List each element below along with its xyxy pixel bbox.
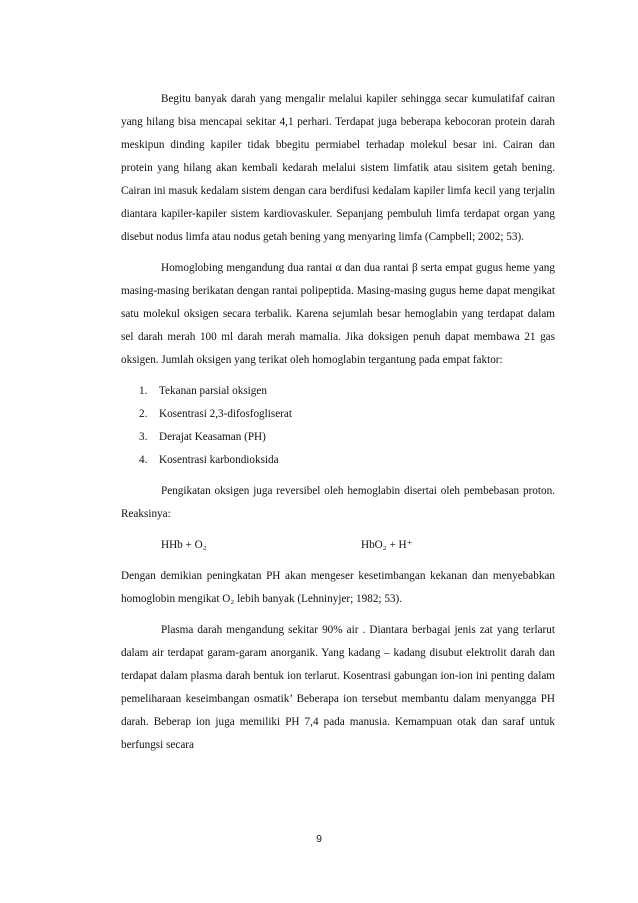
paragraph-equilibrium: Dengan demikian peningkatan PH akan mengeser kesetimbangan kekanan dan menyebabkan homoglobin mengikat O₂ lebih banyak (Lehninyjer; 1982; 53). xyxy=(121,570,555,605)
list-text: Kosentrasi 2,3-difosfogliserat xyxy=(159,408,292,420)
list-text: Tekanan parsial oksigen xyxy=(159,385,267,397)
factor-list xyxy=(121,380,555,472)
paragraph-hemoglobin: Homoglobing mengandung dua rantai α dan dua rantai β serta empat gugus heme yang masing-masing berikatan dengan rantai polipeptida. Masing-masing gugus heme dapat mengikat satu molekul oksigen secara terbalik. Karena sejumlah besar hemoglabin yang terdapat dalam sel darah merah 100 ml darah merah mamalia. Jika doksigen penuh dapat membawa 21 gas oksigen. Jumlah oksigen yang terikat oleh homoglabin tergantung pada empat faktor: xyxy=(121,262,555,366)
reaction-equation xyxy=(121,534,555,557)
paragraph-binding: Pengikatan oksigen juga reversibel oleh hemoglabin disertai oleh pembebasan proton. Reaksinya: xyxy=(121,485,555,520)
list-number: 1. xyxy=(139,385,148,397)
paragraph-capillary-lymph: Begitu banyak darah yang mengalir melalui kapiler sehingga secar kumulatifaf cairan yang hilang bisa mencapai sekitar 4,1 perhari. Terdapat juga beberapa kebocoran protein darah meskipun dinding kapiler tidak bbegitu permiabel terhadap molekul besar ini. Cairan dan protein yang hilang akan kembali kedarah melalui sistem limfatik atau sisitem getah bening. Cairan ini masuk kedalam sistem dengan cara berdifusi kedalam kapiler limfa kecil yang terjalin diantara kapiler-kapiler sistem kardiovaskuler. Sepanjang pembuluh limfa terdapat organ yang disebut nodus limfa atau nodus getah bening yang menyaring limfa (Campbell; 2002; 53). xyxy=(121,93,555,243)
list-item xyxy=(121,449,555,472)
list-item xyxy=(121,426,555,449)
paragraph-plasma: Plasma darah mengandung sekitar 90% air . Diantara berbagai jenis zat yang terlarut dalam air terdapat garam-garam anorganik. Yang kadang – kadang disubut elektrolit darah dan terdapat dalam plasma darah bentuk ion terlarut. Kosentrasi gabungan ion-ion ini penting dalam pemeliharaan keseimbangan osmatik’ Beberapa ion tersebut membantu dalam menyangga PH darah. Beberap ion juga memiliki PH 7,4 pada manusia. Kemampuan otak dan saraf untuk berfungsi secara xyxy=(121,624,555,751)
page-body xyxy=(121,88,555,757)
page-number: 9 xyxy=(316,833,322,845)
list-item xyxy=(121,403,555,426)
list-number: 4. xyxy=(139,454,148,466)
list-item xyxy=(121,380,555,403)
list-number: 3. xyxy=(139,431,148,443)
reaction-products: HbO₂ + H⁺ xyxy=(361,539,413,551)
reaction-reactants: HHb + O₂ xyxy=(161,539,207,551)
list-number: 2. xyxy=(139,408,148,420)
list-text: Derajat Keasaman (PH) xyxy=(159,431,266,443)
list-text: Kosentrasi karbondioksida xyxy=(159,454,279,466)
